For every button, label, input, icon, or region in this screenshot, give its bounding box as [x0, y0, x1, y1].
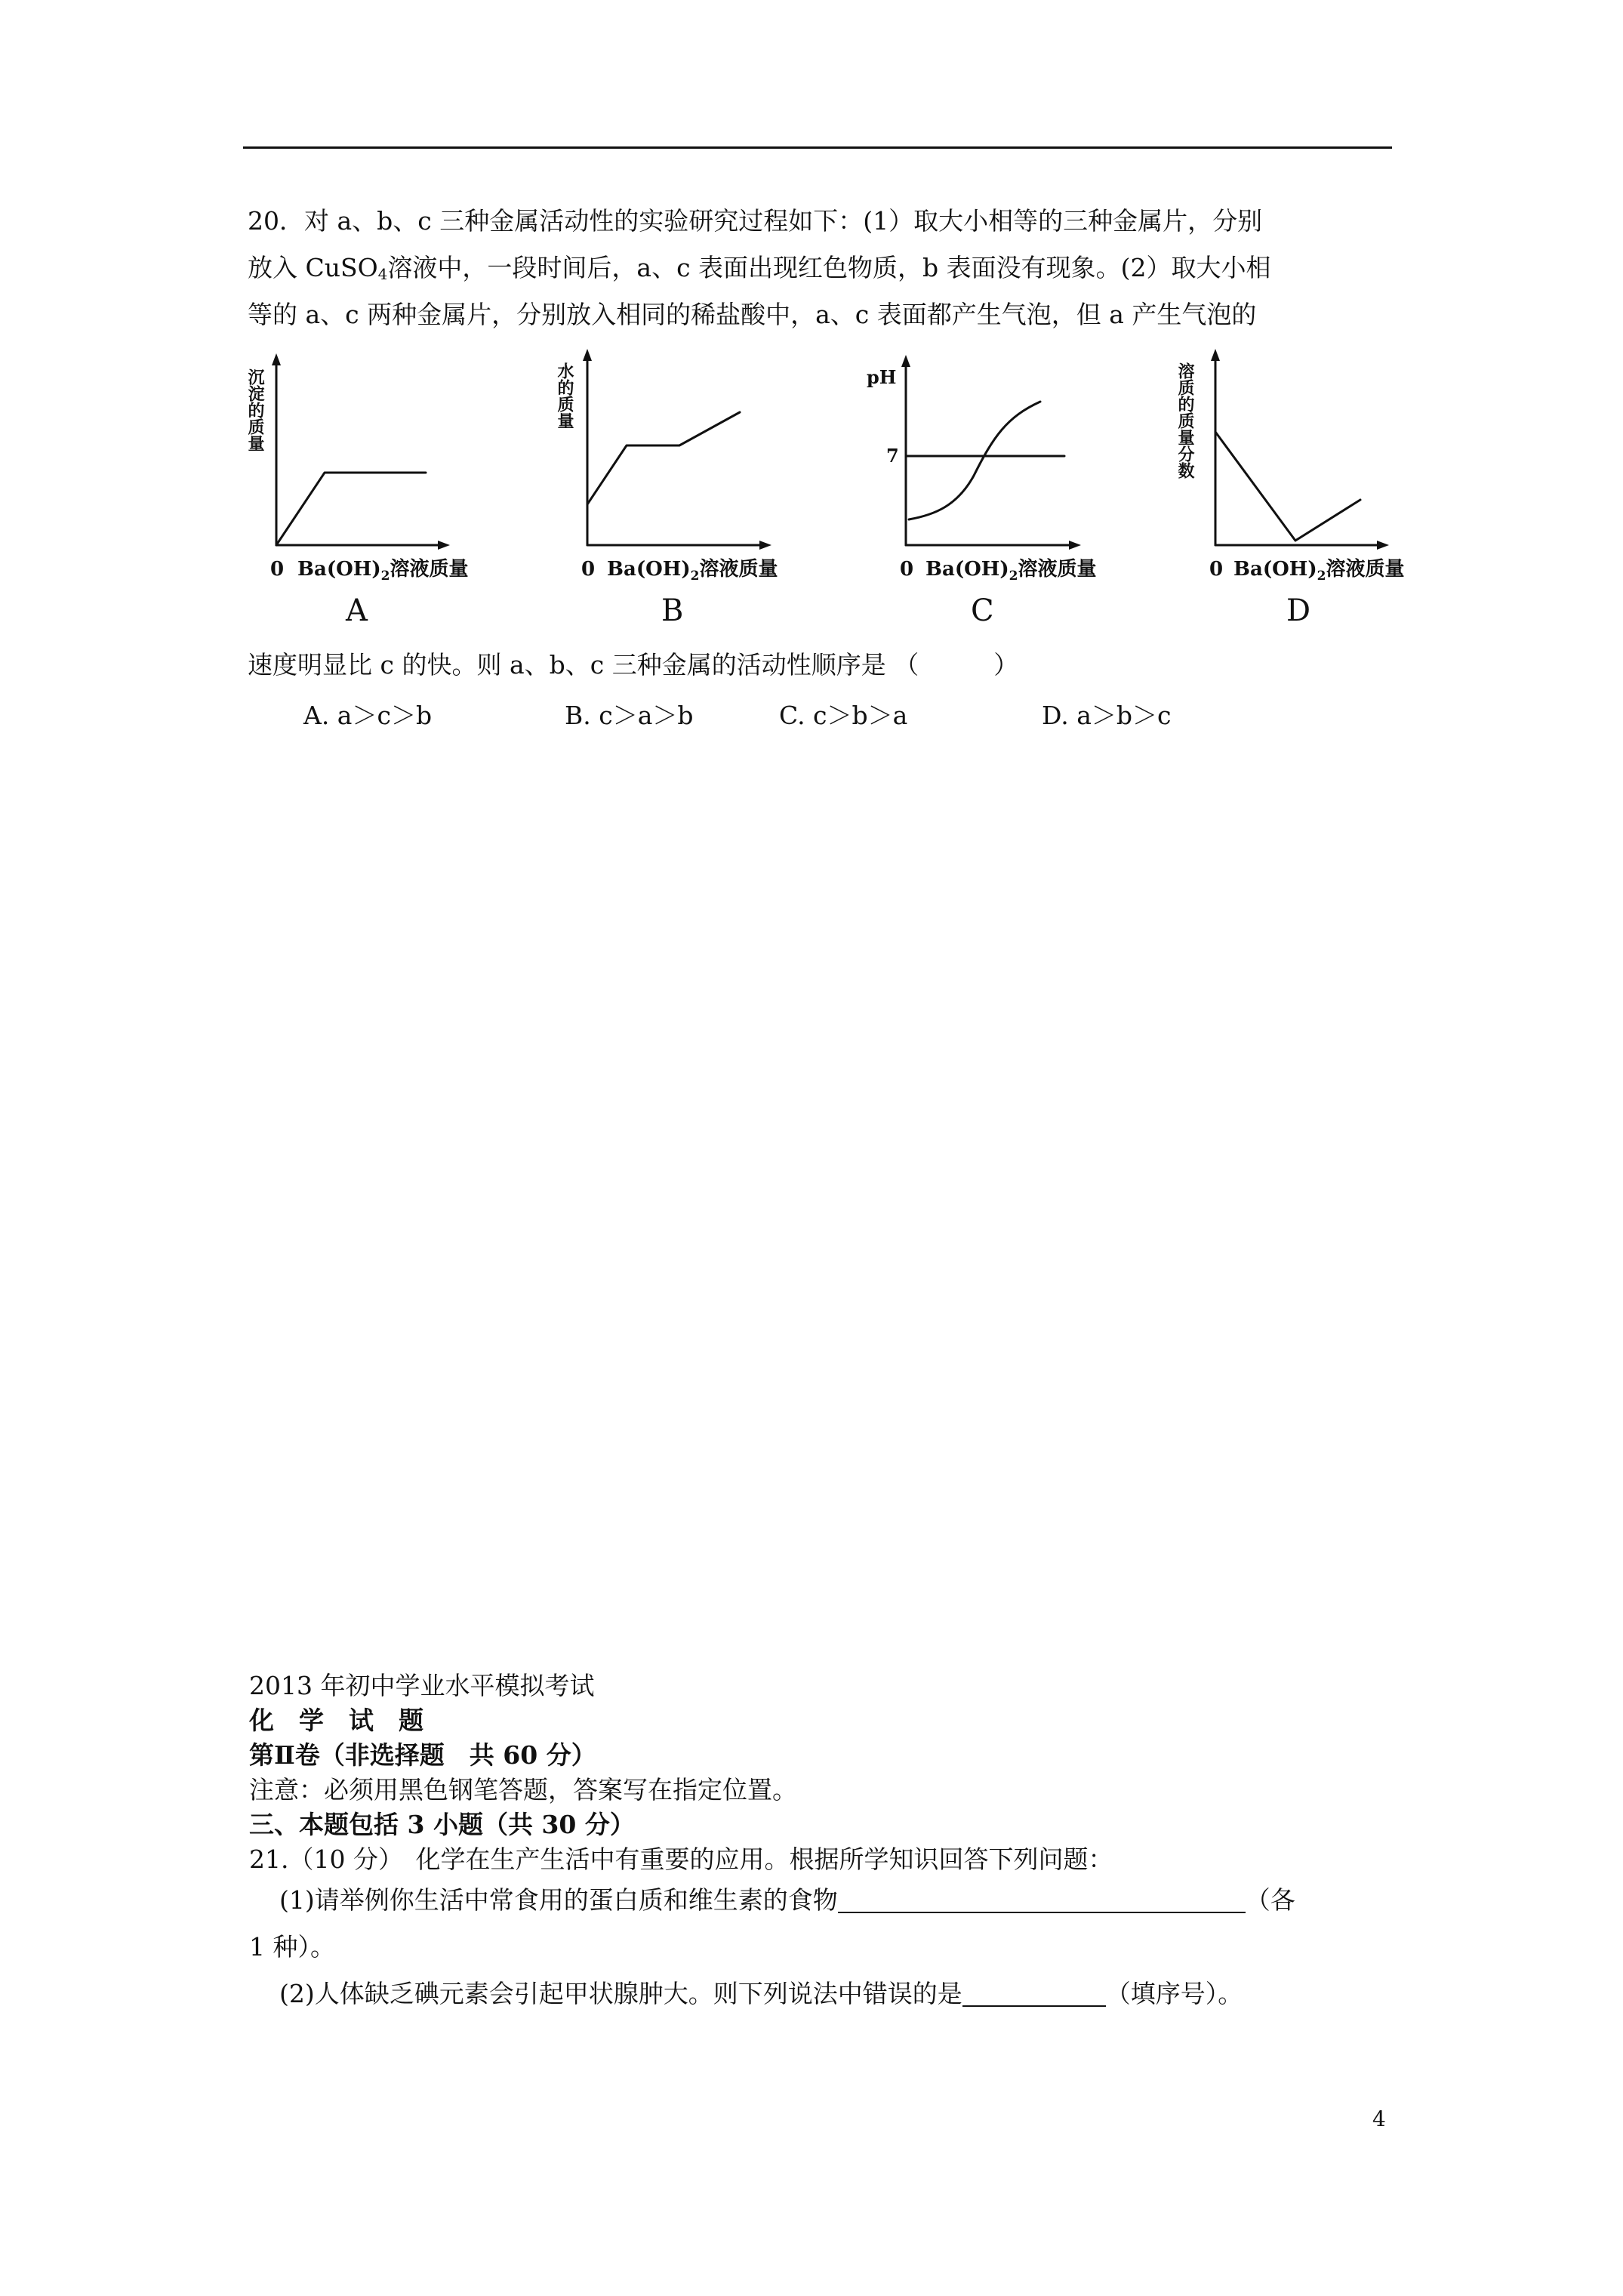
- graph-d-x-arrow: [1377, 541, 1389, 550]
- graph-a-xlabel: $Ba(OH)_2$溶液质量: [297, 558, 469, 584]
- graph-d-ylabel: 溶质的质量分数: [1175, 362, 1195, 479]
- graph-b-caption: B: [661, 593, 684, 628]
- question-21-1-cont: 1 种）。: [249, 1932, 335, 1962]
- graph-b-ylabel: 水的质量: [555, 362, 574, 429]
- graph-c-xlabel: $Ba(OH)_2$溶液质量: [925, 558, 1097, 584]
- graph-b: [555, 349, 778, 628]
- graph-b-x-arrow: [759, 541, 771, 550]
- graph-a-caption: A: [346, 593, 368, 628]
- graph-b-y-arrow: [583, 349, 592, 361]
- answer-blank-1[interactable]: [838, 1886, 1246, 1913]
- question-20-text: [248, 198, 1403, 338]
- question-21-2: (2)人体缺乏碘元素会引起甲状腺肿大。则下列说法中错误的是 （填序号）。: [279, 1979, 1243, 2008]
- graph-figure: [240, 347, 1418, 649]
- graph-d-origin: 0: [1209, 558, 1224, 581]
- volume-title: 第Ⅱ卷（非选择题 共 60 分）: [249, 1740, 596, 1770]
- choice-d: D. a＞b＞c: [1042, 701, 1172, 730]
- graph-d-caption: D: [1286, 593, 1311, 628]
- question-20-stem: [248, 642, 1403, 689]
- graph-c: [867, 355, 1097, 628]
- q20-line-1: 20．对 a、b、c 三种金属活动性的实验研究过程如下：(1）取大小相等的三种金属片，分别: [248, 206, 1263, 236]
- graph-c-x-arrow: [1069, 541, 1081, 550]
- graph-d-y-arrow: [1211, 349, 1220, 361]
- exam-title: 2013 年初中学业水平模拟考试: [249, 1671, 595, 1700]
- page-number: 4: [1372, 2106, 1386, 2131]
- graph-c-curve: [909, 402, 1040, 519]
- q20-line-3: 等的 a、c 两种金属片，分别放入相同的稀盐酸中，a、c 表面都产生气泡，但 a 产生气泡的: [248, 300, 1257, 329]
- graph-a-x-arrow: [438, 541, 450, 550]
- answer-blank-2[interactable]: [962, 1980, 1106, 2007]
- graph-a-origin: 0: [270, 558, 285, 581]
- graph-c-origin: 0: [900, 558, 914, 581]
- graph-b-origin: 0: [581, 558, 596, 581]
- question-21-1: (1)请举例你生活中常食用的蛋白质和维生素的食物 （各: [279, 1885, 1295, 1915]
- graph-a-curve: [276, 473, 426, 545]
- graph-d: [1175, 349, 1405, 628]
- header-rule: [243, 146, 1392, 149]
- part-heading: 三、本题包括 3 小题（共 30 分）: [249, 1810, 635, 1839]
- q20-line-4: 速度明显比 c 的快。则 a、b、c 三种金属的活动性顺序是 （ ）: [248, 650, 1019, 680]
- graph-d-xlabel: $Ba(OH)_2$溶液质量: [1233, 558, 1405, 584]
- choice-b: B. c＞a＞b: [565, 701, 694, 730]
- section-2: [249, 1669, 1404, 2017]
- graph-b-xlabel: $Ba(OH)_2$溶液质量: [607, 558, 778, 584]
- question-21: 21.（10 分） 化学在生产生活中有重要的应用。根据所学知识回答下列问题：: [249, 1845, 1113, 1874]
- subject-title: 化 学 试 题: [249, 1706, 423, 1735]
- graph-a: [245, 353, 469, 628]
- choice-a: A. a＞c＞b: [303, 701, 433, 730]
- choice-c: C. c＞b＞a: [779, 701, 908, 730]
- notice: 注意：必须用黑色钢笔答题，答案写在指定位置。: [249, 1775, 797, 1804]
- graph-a-ylabel: 沉淀的质量: [245, 368, 265, 451]
- q20-line-2: 放入 CuSO$_4$溶液中，一段时间后，a、c 表面出现红色物质，b 表面没有现象。(2）取大小相: [248, 253, 1271, 283]
- graph-c-tick-7: 7: [886, 445, 899, 467]
- graph-c-caption: C: [971, 593, 994, 628]
- graph-d-curve: [1215, 432, 1360, 541]
- graph-b-curve: [587, 412, 740, 504]
- graph-c-ylabel: pH: [867, 366, 897, 388]
- graph-a-y-arrow: [272, 353, 281, 365]
- graph-c-y-arrow: [901, 355, 910, 367]
